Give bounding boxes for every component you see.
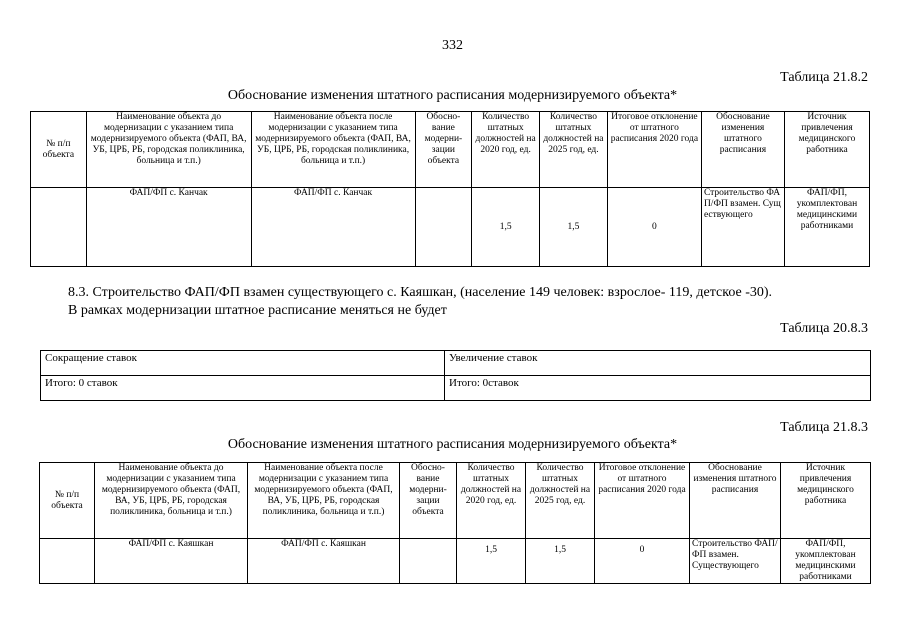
cell-staff-2020: 1,5 <box>472 188 540 267</box>
col-header-reason: Обосно-вание модерни-зации объекта <box>400 463 457 539</box>
cell-justification: Строительство ФАП/ФП взамен. Существующего <box>701 188 784 267</box>
table-label-21-8-3: Таблица 21.8.3 <box>780 420 868 435</box>
rates-header-row <box>41 351 871 376</box>
cell-deviation: 0 <box>607 188 701 267</box>
table-header-row <box>31 112 870 188</box>
col-header-deviation: Итоговое отклонение от штатного расписания 2020 года <box>607 112 701 188</box>
reduction-header: Сокращение ставок <box>41 351 445 376</box>
col-header-staff-2025: Количество штатных должностей на 2025 год, ед. <box>526 463 595 539</box>
paragraph-line-1: 8.3. Строительство ФАП/ФП взамен существующего с. Каяшкан, (население 149 человек: взрослое- 119, детское -30). <box>68 285 773 300</box>
col-header-before: Наименование объекта до модернизации с указанием типа модернизируемого объекта (ФАП, ВА, УБ, ЦРБ, РБ, городская поликлиника, больница и т.п.) <box>95 463 248 539</box>
table-header-row <box>40 463 871 539</box>
cell-reason <box>400 539 457 584</box>
col-header-staff-2020: Количество штатных должностей на 2020 год, ед. <box>472 112 540 188</box>
reduction-total: Итого: 0 ставок <box>41 376 445 401</box>
increase-header: Увеличение ставок <box>445 351 871 376</box>
col-header-deviation: Итоговое отклонение от штатного расписания 2020 года <box>595 463 690 539</box>
paragraph-line-2: В рамках модернизации штатное расписание меняться не будет <box>68 303 447 318</box>
increase-total: Итого: 0ставок <box>445 376 871 401</box>
col-header-num: № п/п объекта <box>40 463 95 539</box>
cell-before: ФАП/ФП с. Канчак <box>86 188 251 267</box>
cell-reason <box>415 188 472 267</box>
cell-before: ФАП/ФП с. Каяшкан <box>95 539 248 584</box>
cell-source: ФАП/ФП, укомплектован медицинскими работниками <box>784 188 869 267</box>
cell-staff-2025: 1,5 <box>540 188 608 267</box>
col-header-source: Источник привлечения медицинского работника <box>784 112 869 188</box>
table-row <box>31 188 870 267</box>
rates-total-row <box>41 376 871 401</box>
cell-source: ФАП/ФП, укомплектован медицинскими работниками <box>781 539 871 584</box>
table-title-3: Обоснование изменения штатного расписания модернизируемого объекта* <box>227 437 678 452</box>
cell-after: ФАП/ФП с. Канчак <box>251 188 415 267</box>
staffing-table-1 <box>30 111 870 267</box>
cell-num <box>31 188 87 267</box>
col-header-justification: Обоснование изменения штатного расписания <box>701 112 784 188</box>
col-header-source: Источник привлечения медицинского работника <box>781 463 871 539</box>
table-label-21-8-2: Таблица 21.8.2 <box>780 70 868 85</box>
rates-table <box>40 350 871 401</box>
cell-deviation: 0 <box>595 539 690 584</box>
col-header-num: № п/п объекта <box>31 112 87 188</box>
col-header-after: Наименование объекта после модернизации с указанием типа модернизируемого объекта (ФАП, ВА, УБ, ЦРБ, РБ, городская поликлиника, больница и т.п.) <box>248 463 400 539</box>
col-header-staff-2020: Количество штатных должностей на 2020 год, ед. <box>457 463 526 539</box>
col-header-before: Наименование объекта до модернизации с указанием типа модернизируемого объекта (ФАП, ВА, УБ, ЦРБ, РБ, городская поликлиника, больница и т.п.) <box>86 112 251 188</box>
col-header-after: Наименование объекта после модернизации с указанием типа модернизируемого объекта (ФАП, ВА, УБ, ЦРБ, РБ, городская поликлиника, больница и т.п.) <box>251 112 415 188</box>
page-number: 332 <box>442 38 463 53</box>
staffing-table-3 <box>39 462 871 584</box>
table-title-1: Обоснование изменения штатного расписания модернизируемого объекта* <box>227 88 678 103</box>
table-row <box>40 539 871 584</box>
cell-num <box>40 539 95 584</box>
cell-staff-2025: 1,5 <box>526 539 595 584</box>
col-header-staff-2025: Количество штатных должностей на 2025 год, ед. <box>540 112 608 188</box>
cell-staff-2020: 1,5 <box>457 539 526 584</box>
col-header-reason: Обосно-вание модерни-зации объекта <box>415 112 472 188</box>
cell-after: ФАП/ФП с. Каяшкан <box>248 539 400 584</box>
table-label-20-8-3: Таблица 20.8.3 <box>780 321 868 336</box>
cell-justification: Строительство ФАП/ФП взамен. Существующего <box>690 539 781 584</box>
col-header-justification: Обоснование изменения штатного расписания <box>690 463 781 539</box>
